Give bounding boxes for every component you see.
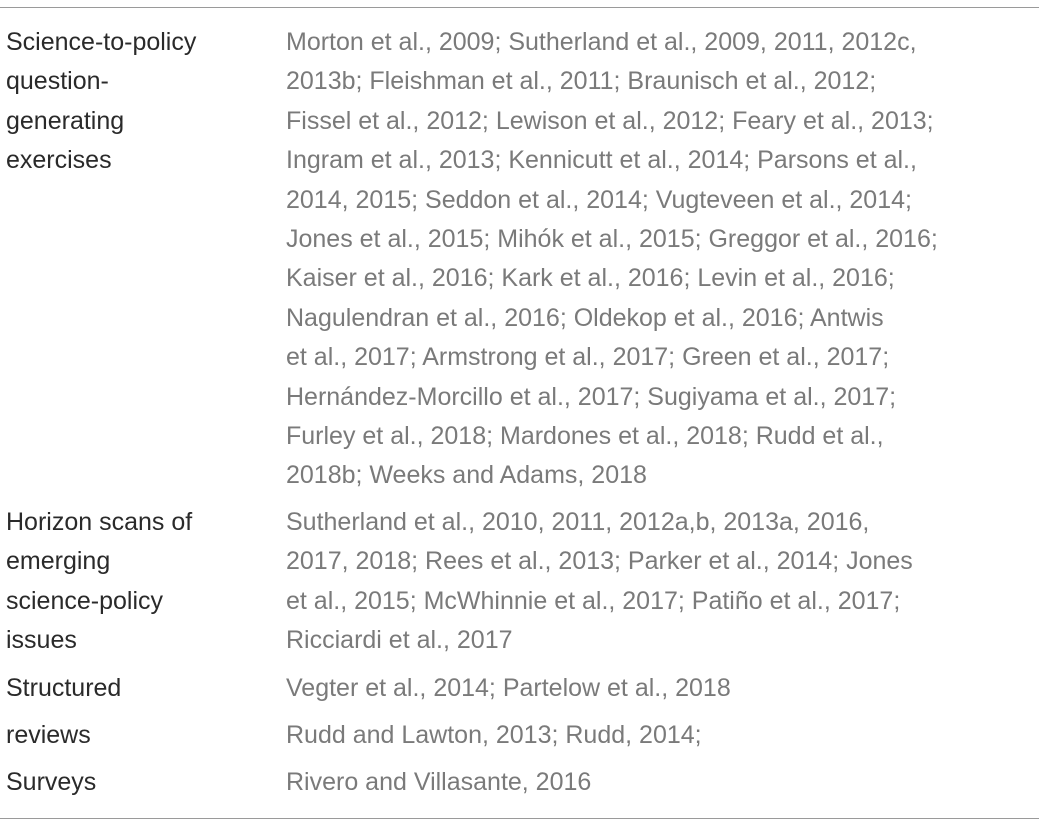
references-cell: Vegter et al., 2014; Partelow et al., 2018: [286, 674, 731, 702]
references-cell: Sutherland et al., 2010, 2011, 2012a,b, 2013a, 2016, 2017, 2018; Rees et al., 2013; Parker et al., 2014; Jones et al., 2015; McWhinnie et al., 2017; Patiño et al., 2017; Ricciardi et al., 2017: [286, 508, 913, 655]
table-bottom-rule: [0, 818, 1039, 819]
category-cell: reviews: [6, 721, 91, 749]
references-cell: Morton et al., 2009; Sutherland et al., 2009, 2011, 2012c, 2013b; Fleishman et al., 2011; Braunisch et al., 2012; Fissel et al., 2012; Lewison et al., 2012; Feary et al., 2013; Ingram et al., 2013; Kennicutt et al., 2014; Parsons et al., 2014, 2015; Seddon et al., 2014; Vugteveen et al., 2014; Jones et al., 2015; Mihók et al., 2015; Greggor et al., 2016; Kaiser et al., 2016; Kark et al., 2016; Levin et al., 2016; Nagulendran et al., 2016; Oldekop et al., 2016; Antwis et al., 2017; Armstrong et al., 2017; Green et al., 2017; Hernández-Morcillo et al., 2017; Sugiyama et al., 2017; Furley et al., 2018; Mardones et al., 2018; Rudd et al., 2018b; Weeks and Adams, 2018: [286, 28, 938, 490]
category-cell: Science-to-policy question- generating exercises: [6, 28, 197, 175]
table-top-rule: [0, 7, 1039, 8]
references-cell: Rudd and Lawton, 2013; Rudd, 2014;: [286, 721, 702, 749]
category-cell: Surveys: [6, 768, 97, 796]
category-cell: Structured: [6, 674, 122, 702]
references-cell: Rivero and Villasante, 2016: [286, 768, 592, 796]
category-cell: Horizon scans of emerging science-policy issues: [6, 508, 193, 655]
